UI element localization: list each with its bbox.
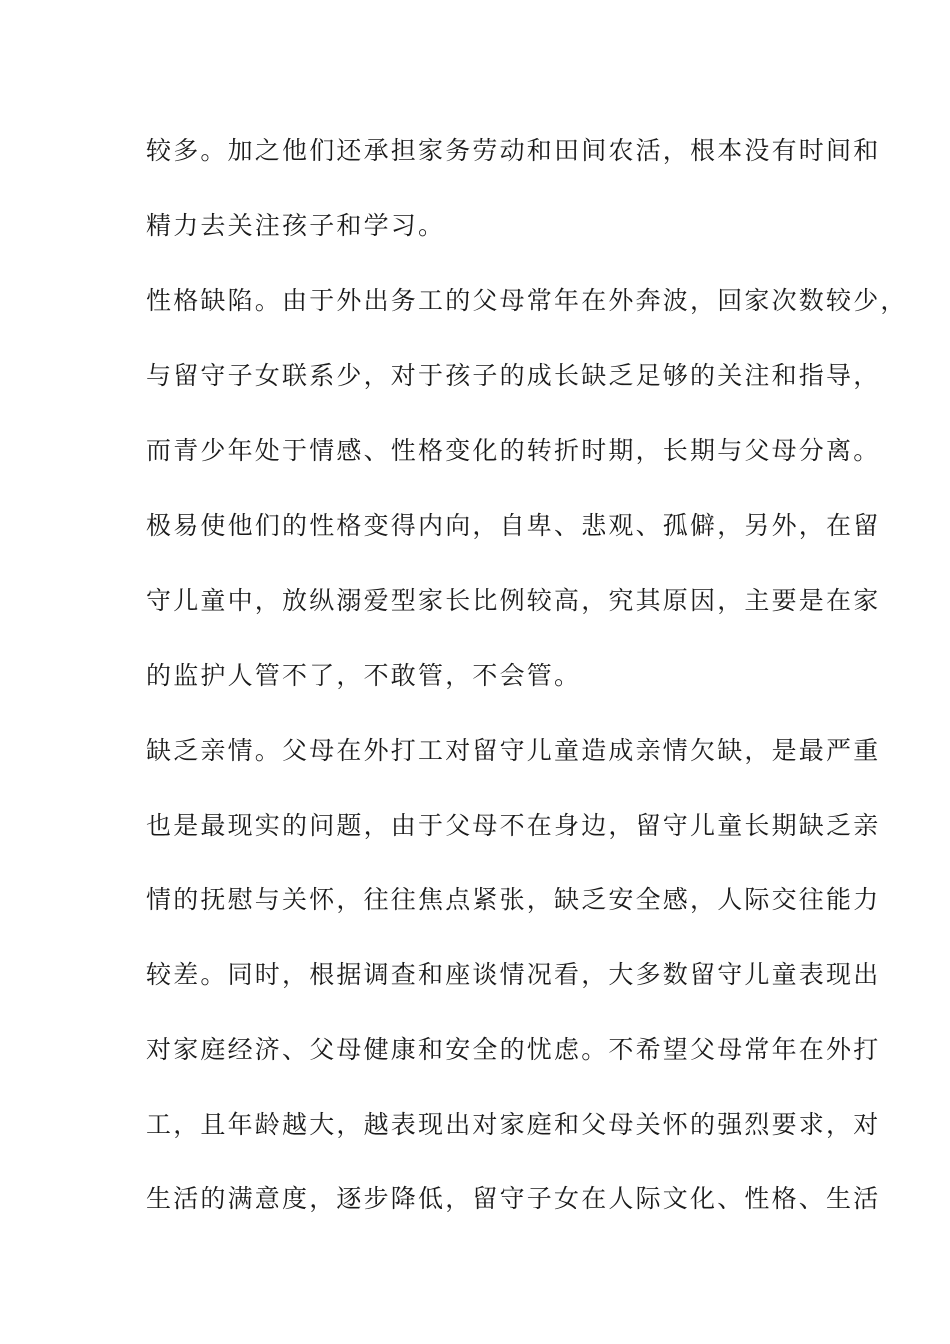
text-line: 与留守子女联系少，对于孩子的成长缺乏足够的关注和指导，	[146, 361, 881, 390]
text-line: 对家庭经济、父母健康和安全的忧虑。不希望父母常年在外打	[146, 1035, 881, 1064]
text-line: 性格缺陷。由于外出务工的父母常年在外奔波，回家次数较少，	[146, 286, 908, 315]
text-line: 的监护人管不了，不敢管，不会管。	[146, 661, 582, 690]
text-line: 工，且年龄越大，越表现出对家庭和父母关怀的强烈要求，对	[146, 1110, 881, 1139]
text-line: 也是最现实的问题，由于父母不在身边，留守儿童长期缺乏亲	[146, 811, 881, 840]
text-line: 极易使他们的性格变得内向，自卑、悲观、孤僻，另外，在留	[146, 511, 881, 540]
text-line: 生活的满意度，逐步降低，留守子女在人际文化、性格、生活	[146, 1184, 881, 1213]
text-line: 较差。同时，根据调查和座谈情况看，大多数留守儿童表现出	[146, 960, 881, 989]
text-line: 而青少年处于情感、性格变化的转折时期，长期与父母分离。	[146, 436, 881, 465]
text-line: 精力去关注孩子和学习。	[146, 211, 446, 240]
text-line: 情的抚慰与关怀，往往焦点紧张，缺乏安全感，人际交往能力	[146, 885, 881, 914]
text-line: 较多。加之他们还承担家务劳动和田间农活，根本没有时间和	[146, 136, 881, 165]
text-line: 缺乏亲情。父母在外打工对留守儿童造成亲情欠缺，是最严重	[146, 736, 881, 765]
text-line: 守儿童中，放纵溺爱型家长比例较高，究其原因，主要是在家	[146, 586, 881, 615]
